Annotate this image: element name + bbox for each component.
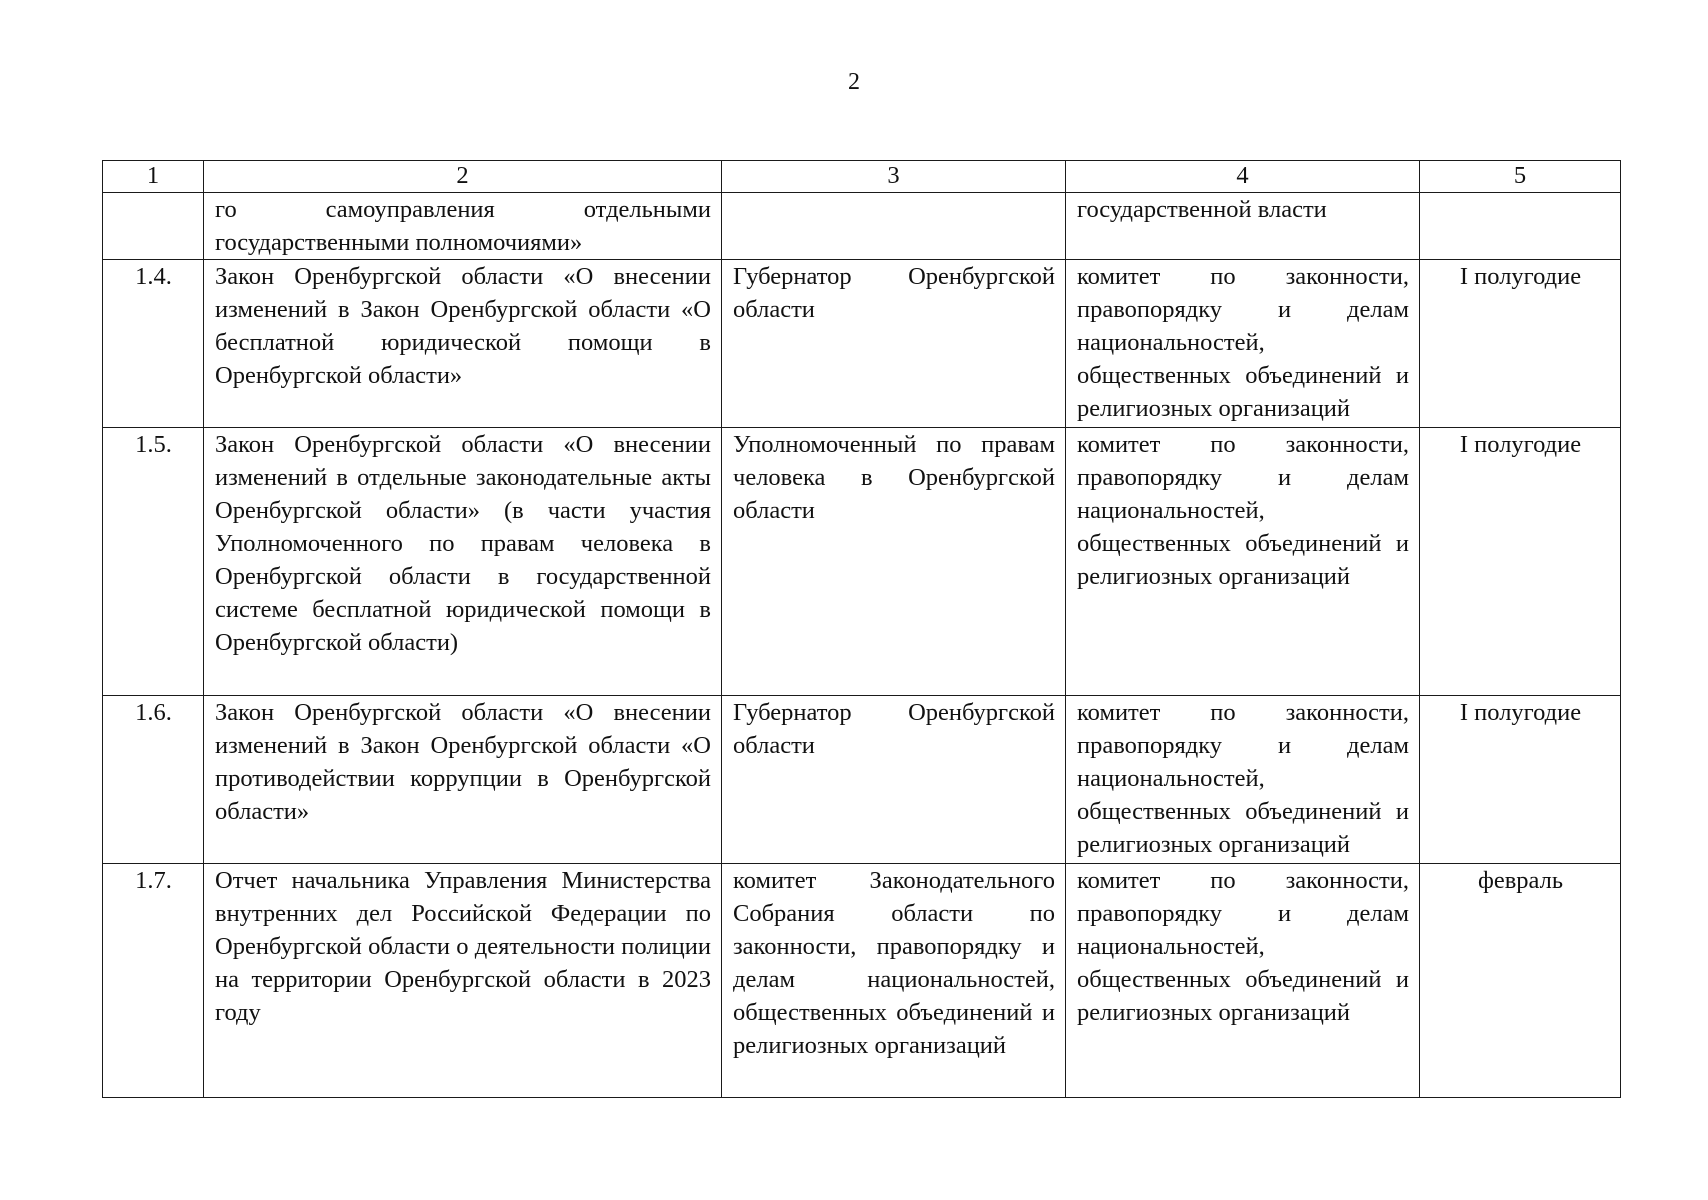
table-row — [103, 260, 1621, 428]
column-header-3: 3 — [722, 161, 1066, 193]
column-header-2: 2 — [204, 161, 722, 193]
column-header-5: 5 — [1420, 161, 1621, 193]
column-header-1: 1 — [103, 161, 204, 193]
responsible-cell: Губернатор Оренбургской области — [722, 260, 1066, 428]
column-number-row — [103, 161, 1621, 193]
row-number-cell: 1.7. — [103, 864, 204, 1098]
row-number-cell: 1.6. — [103, 696, 204, 864]
table-row — [103, 428, 1621, 696]
responsible-cell: Уполномоченный по правам человека в Оренбургской области — [722, 428, 1066, 696]
term-cell: I полугодие — [1420, 260, 1621, 428]
plan-table — [102, 160, 1621, 1098]
committee-cell: комитет по законности, правопорядку и делам национальностей, общественных объединений и религиозных организаций — [1066, 260, 1420, 428]
responsible-cell: комитет Законодательного Собрания области по законности, правопорядку и делам национальностей, общественных объединений и религиозных организаций — [722, 864, 1066, 1098]
document-title-cell: Закон Оренбургской области «О внесении изменений в отдельные законодательные акты Оренбургской области» (в части участия Уполномоченного по правам человека в Оренбургской области в государственной системе бесплатной юридической помощи в Оренбургской области) — [204, 428, 722, 696]
committee-cell: государственной власти — [1066, 193, 1420, 260]
term-cell — [1420, 193, 1621, 260]
table-row — [103, 864, 1621, 1098]
column-header-4: 4 — [1066, 161, 1420, 193]
committee-cell: комитет по законности, правопорядку и делам национальностей, общественных объединений и религиозных организаций — [1066, 428, 1420, 696]
table-row — [103, 193, 1621, 260]
row-number-cell: 1.5. — [103, 428, 204, 696]
row-number-cell: 1.4. — [103, 260, 204, 428]
committee-cell: комитет по законности, правопорядку и делам национальностей, общественных объединений и религиозных организаций — [1066, 864, 1420, 1098]
document-title-cell: Закон Оренбургской области «О внесении изменений в Закон Оренбургской области «О противодействии коррупции в Оренбургской области» — [204, 696, 722, 864]
document-title-cell: Отчет начальника Управления Министерства внутренних дел Российской Федерации по Оренбургской области о деятельности полиции на территории Оренбургской области в 2023 году — [204, 864, 722, 1098]
document-title-cell: Закон Оренбургской области «О внесении изменений в Закон Оренбургской области «О бесплатной юридической помощи в Оренбургской области» — [204, 260, 722, 428]
page-number: 2 — [848, 69, 860, 95]
committee-cell: комитет по законности, правопорядку и делам национальностей, общественных объединений и религиозных организаций — [1066, 696, 1420, 864]
table-row — [103, 696, 1621, 864]
document-title-cell: го самоуправления отдельными государственными полномочиями» — [204, 193, 722, 260]
term-cell: февраль — [1420, 864, 1621, 1098]
responsible-cell: Губернатор Оренбургской области — [722, 696, 1066, 864]
term-cell: I полугодие — [1420, 696, 1621, 864]
responsible-cell — [722, 193, 1066, 260]
row-number-cell — [103, 193, 204, 260]
term-cell: I полугодие — [1420, 428, 1621, 696]
